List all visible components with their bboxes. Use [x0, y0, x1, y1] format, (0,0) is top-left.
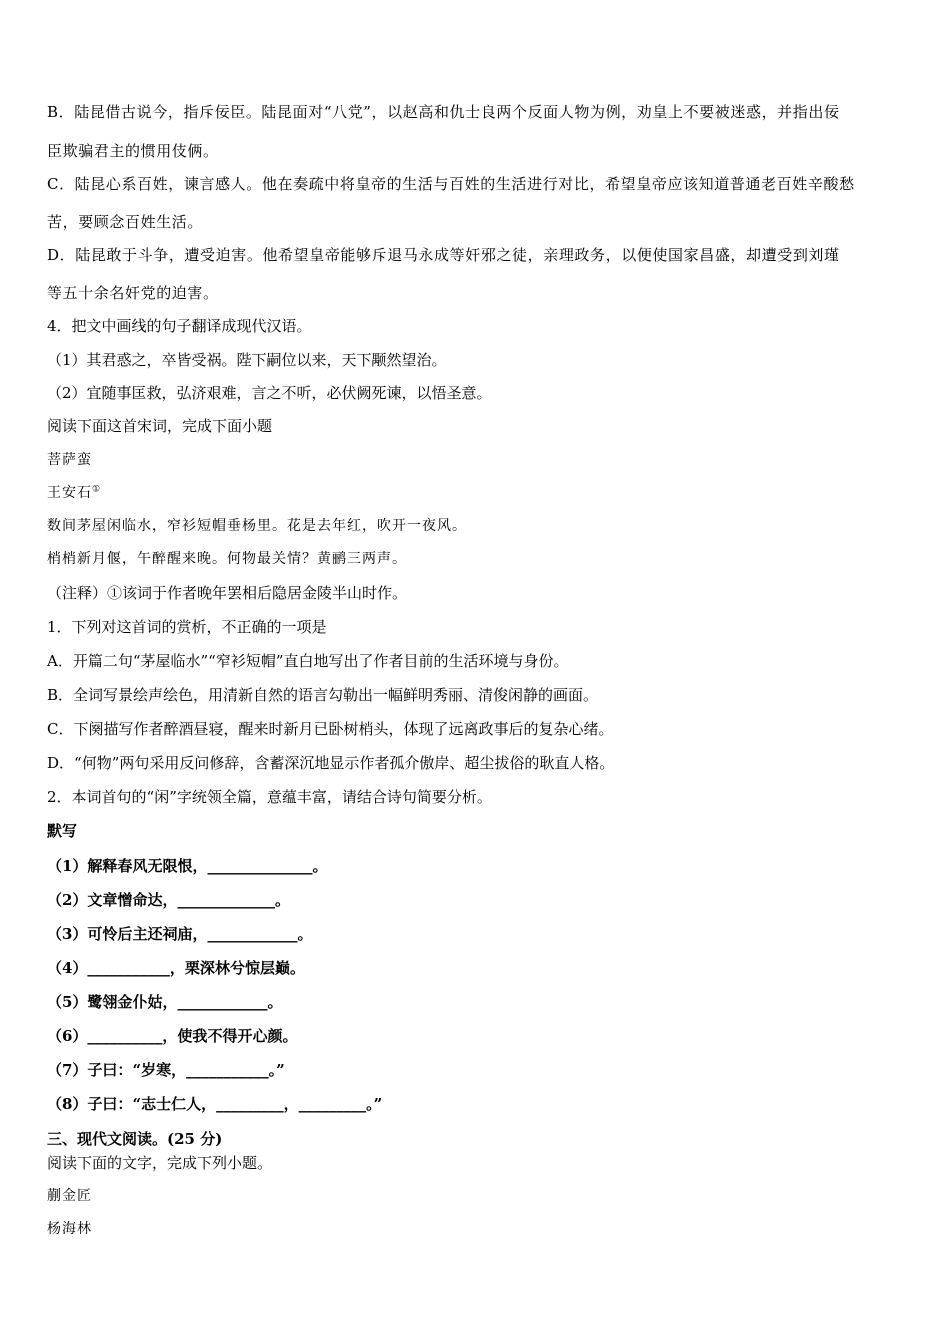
dictation-item-2: （2）文章憎命达，_____________。 [47, 891, 290, 909]
question-4-item-1: （1）其君惑之，卒皆受祸。陛下嗣位以来，天下颙然望治。 [47, 351, 447, 369]
footnote-mark: ① [92, 484, 102, 495]
question-1-option-c: C．下阕描写作者醉酒昼寝，醒来时新月已卧树梢头，体现了远离政事后的复杂心绪。 [47, 720, 614, 738]
poem-line-2: 梢梢新月偃，午醉醒来晚。何物最关情？黄鹂三两声。 [47, 551, 407, 567]
option-b-line-2: 臣欺骗君主的惯用伎俩。 [47, 142, 219, 160]
poem-note: （注释）①该词于作者晚年罢相后隐居金陵半山时作。 [47, 584, 408, 602]
dictation-item-7: （7）子曰：“岁寒，___________。” [47, 1061, 285, 1079]
question-1-option-b: B．全词写景绘声绘色，用清新自然的语言勾勒出一幅鲜明秀丽、清俊闲静的画面。 [47, 686, 599, 704]
poem-line-1: 数间茅屋闲临水，窄衫短帽垂杨里。花是去年红，吹开一夜风。 [47, 518, 467, 534]
dictation-item-3: （3）可怜后主还祠庙，____________。 [47, 925, 313, 943]
option-b-line-1: B．陆昆借古说今，指斥佞臣。陆昆面对“八党”，以赵高和仇士良两个反面人物为例，劝皇上不要被迷惑，并指出佞 [47, 103, 840, 121]
poem-title: 菩萨蛮 [47, 452, 92, 468]
dictation-item-1: （1）解释春风无限恨，______________。 [47, 857, 328, 875]
question-4-item-2: （2）宜随事匡救，弘济艰难，言之不听，必伏阙死谏，以悟圣意。 [47, 384, 492, 402]
option-d-line-2: 等五十余名奸党的迫害。 [47, 284, 219, 302]
poem-instruction: 阅读下面这首宋词，完成下面小题 [47, 417, 273, 435]
dictation-item-8: （8）子曰：“志士仁人，_________，_________。” [47, 1095, 383, 1113]
question-1-option-a: A．开篇二句“茅屋临水”“窄衫短帽”直白地写出了作者目前的生活环境与身份。 [47, 652, 569, 670]
article-author: 杨海林 [47, 1221, 92, 1237]
section-3-instruction: 阅读下面的文字，完成下列小题。 [47, 1154, 273, 1172]
option-c-line-2: 苦，要顾念百姓生活。 [47, 213, 204, 231]
article-title: 蒯金匠 [47, 1188, 92, 1204]
poem-author: 王安石① [47, 484, 102, 501]
question-1-option-d: D．“何物”两句采用反问修辞，含蓄深沉地显示作者孤介傲岸、超尘拔俗的耿直人格。 [47, 754, 615, 772]
question-2: 2．本词首句的“闲”字统领全篇，意蕴丰富，请结合诗句简要分析。 [47, 788, 492, 806]
dictation-item-4: （4）___________，栗深林兮惊层巅。 [47, 959, 305, 977]
dictation-item-5: （5）鹭翎金仆姑，____________。 [47, 993, 283, 1011]
dictation-heading: 默写 [47, 822, 78, 840]
option-c-line-1: C．陆昆心系百姓，谏言感人。他在奏疏中将皇帝的生活与百姓的生活进行对比，希望皇帝应该知道普通老百姓辛酸愁 [47, 175, 855, 193]
section-3-heading: 三、现代文阅读。(25 分) [47, 1130, 223, 1148]
question-4: 4．把文中画线的句子翻译成现代汉语。 [47, 317, 312, 335]
question-1: 1．下列对这首词的赏析，不正确的一项是 [47, 618, 327, 636]
dictation-item-6: （6）__________，使我不得开心颜。 [47, 1027, 298, 1045]
option-d-line-1: D．陆昆敢于斗争，遭受迫害。他希望皇帝能够斥退马永成等奸邪之徒，亲理政务，以便使国家昌盛，却遭受到刘瑾 [47, 246, 840, 264]
